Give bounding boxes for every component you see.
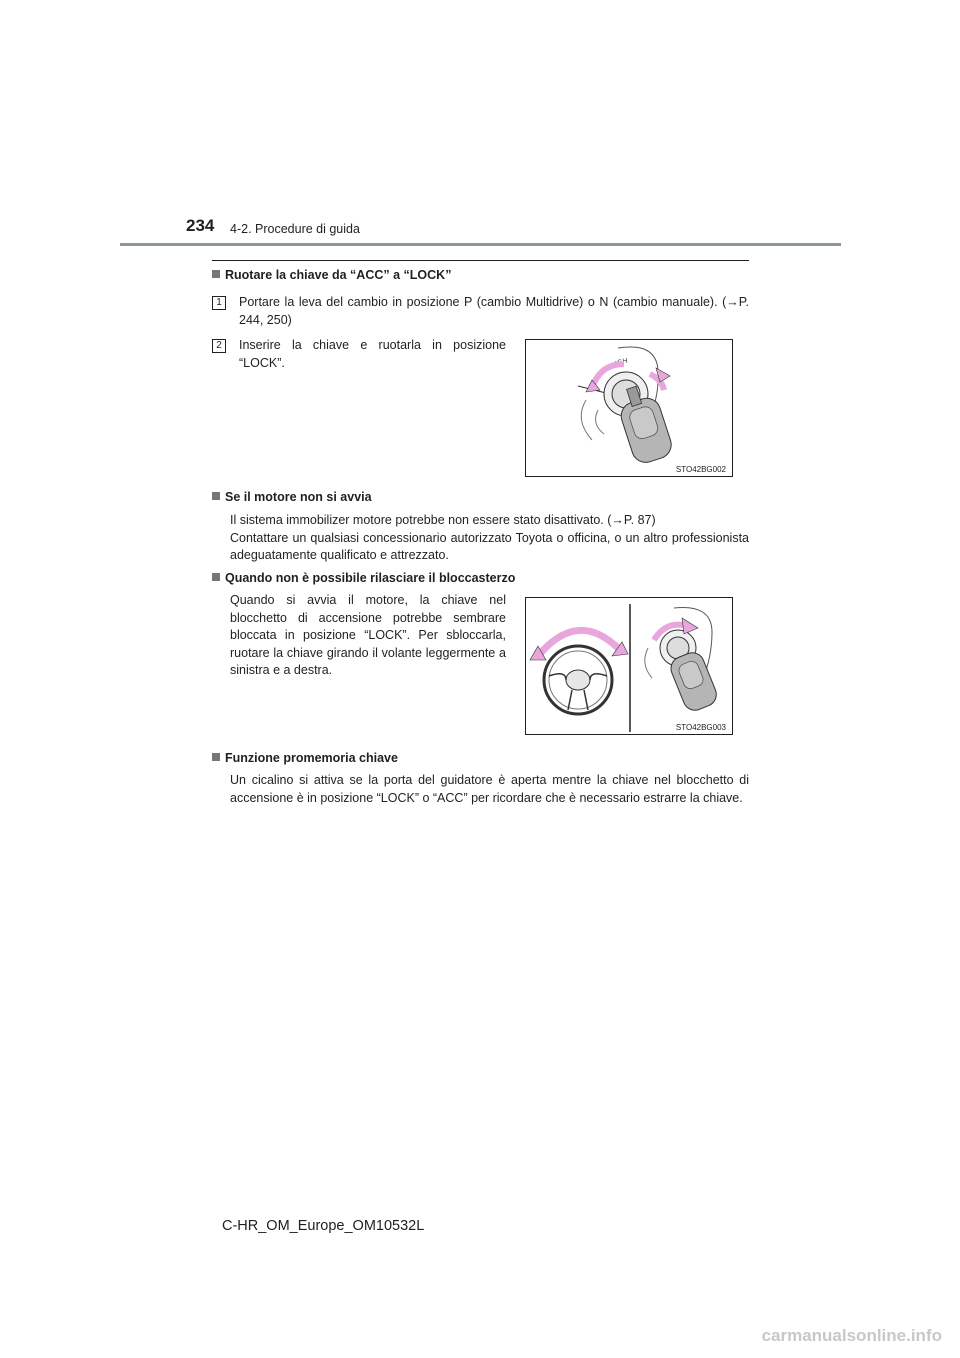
heading-key-reminder	[212, 751, 398, 765]
step-2-text: Inserire la chiave e ruotarla in posizione “LOCK”.	[239, 338, 506, 370]
figure-ignition-key	[525, 339, 733, 477]
heading-text: Funzione promemoria chiave	[225, 751, 398, 765]
key-reminder-text: Un cicalino si attiva se la porta del guidatore è aperta mentre la chiave nel blocchetto di accensione è in posizione “LOCK” o “ACC” per ricordare che è necessario estrarre la chiave.	[230, 773, 749, 805]
heading-rotate-key	[212, 268, 451, 282]
bullet-square-icon	[212, 270, 220, 278]
step-number-1: 1	[212, 296, 226, 310]
heading-steering-lock	[212, 571, 515, 585]
push-label: PUSH	[607, 357, 629, 372]
heading-text: Ruotare la chiave da “ACC” a “LOCK”	[225, 268, 452, 282]
figure-code: STO42BG003	[675, 723, 726, 732]
bullet-square-icon	[212, 492, 220, 500]
document-id: C-HR_OM_Europe_OM10532L	[222, 1218, 425, 1234]
engine-not-start-text: Il sistema immobilizer motore potrebbe non essere stato disattivato. (→P. 87) Contattare un qualsiasi concessionario autorizzato Toyota o officina, o un altro professionista adeguatamente qualificato e attrezzato.	[230, 513, 749, 562]
step-1-text: Portare la leva del cambio in posizione P (cambio Multidrive) o N (cambio manuale). (→P. 244, 250)	[239, 295, 749, 327]
steering-wheel-illustration	[526, 598, 732, 734]
heading-engine-not-start	[212, 490, 372, 504]
ignition-key-illustration	[526, 340, 732, 476]
heading-text: Quando non è possibile rilasciare il bloccasterzo	[225, 571, 516, 585]
figure-code: STO42BG002	[675, 465, 726, 474]
header-rule	[120, 243, 841, 246]
step-number-2: 2	[212, 339, 226, 353]
content-rule	[212, 260, 749, 261]
steering-lock-text: Quando si avvia il motore, la chiave nel blocchetto di accensione potrebbe sembrare bloccata in posizione “LOCK”. Per sbloccarla, ruotare la chiave girando il volante leggermente a sinistra e a destra.	[230, 593, 506, 677]
figure-steering-wheel	[525, 597, 733, 735]
heading-text: Se il motore non si avvia	[225, 490, 372, 504]
bullet-square-icon	[212, 573, 220, 581]
page-number: 234	[186, 216, 215, 235]
section-title: 4-2. Procedure di guida	[230, 222, 360, 236]
bullet-square-icon	[212, 753, 220, 761]
watermark: carmanualsonline.info	[761, 1326, 942, 1345]
